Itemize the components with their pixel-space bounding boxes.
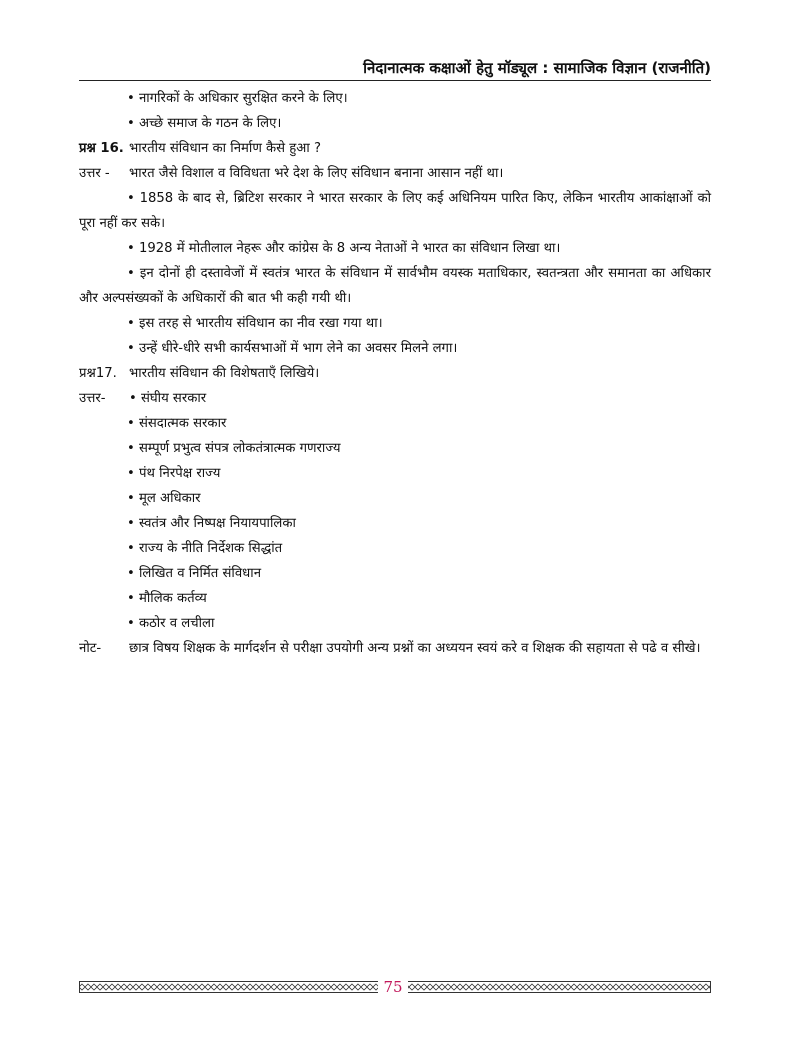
page-content	[79, 86, 711, 661]
note	[79, 636, 711, 661]
question-label: प्रश्न17.	[79, 366, 117, 381]
answer-paragraph: • इन दोनों ही दस्तावेजों में स्वतंत्र भारत के संविधान में सार्वभौम वयस्क मताधिकार, स्वतन्त्रता और समानता का अधिकार और अल्पसंख्यकों के अधिकारों की बात भी कही गयी थी।	[79, 266, 711, 306]
feature-item: • संसदात्मक सरकार	[127, 416, 227, 431]
answer-bullet: • उन्हें धीरे-धीरे सभी कार्यसभाओं में भाग लेने का अवसर मिलने लगा।	[127, 341, 458, 356]
answer-text: भारत जैसे विशाल व विविधता भरे देश के लिए संविधान बनाना आसान नहीं था।	[129, 166, 504, 181]
question-16	[79, 136, 711, 161]
bullet-line: • नागरिकों के अधिकार सुरक्षित करने के लिए।	[127, 91, 348, 106]
question-text: भारतीय संविधान की विशेषताएँ लिखिये।	[129, 366, 320, 381]
page-number: 75	[378, 976, 408, 998]
feature-item: • लिखित व निर्मित संविधान	[127, 566, 262, 581]
feature-item: • मौलिक कर्तव्य	[127, 591, 207, 606]
answer-bullet: • इस तरह से भारतीय संविधान का नीव रखा गया था।	[127, 316, 383, 331]
feature-item: • सम्पूर्ण प्रभुत्व संपत्र लोकतंत्रात्मक गणराज्य	[127, 441, 341, 456]
note-text: छात्र विषय शिक्षक के मार्गदर्शन से परीक्षा उपयोगी अन्य प्रश्नों का अध्ययन स्वयं करे व शिक्षक की सहायता से पढे व सीखे।	[129, 641, 701, 656]
answer-bullet: • 1928 में मोतीलाल नेहरू और कांग्रेस के 8 अन्य नेताओं ने भारत का संविधान लिखा था।	[127, 241, 561, 256]
feature-item: • स्वतंत्र और निष्पक्ष नियायपालिका	[127, 516, 296, 531]
header-rule	[79, 80, 711, 81]
running-header: निदानात्मक कक्षाओं हेतु मॉड्यूल : सामाजिक विज्ञान (राजनीति)	[363, 59, 711, 77]
question-label: प्रश्न 16.	[79, 141, 124, 156]
answer-paragraph: • 1858 के बाद से, ब्रिटिश सरकार ने भारत सरकार के लिए कई अधिनियम पारित किए, लेकिन भारतीय आकांक्षाओं को पूरा नहीं कर सके।	[79, 191, 711, 231]
answer-label: उत्तर -	[79, 166, 110, 181]
question-text: भारतीय संविधान का निर्माण कैसे हुआ ?	[129, 141, 321, 156]
answer-label: उत्तर-	[79, 391, 106, 406]
question-17	[79, 361, 711, 386]
answer-17-first-item	[79, 386, 711, 411]
feature-item: • राज्य के नीति निर्देशक सिद्धांत	[127, 541, 283, 556]
feature-item: • कठोर व लचीला	[127, 616, 215, 631]
note-label: नोट-	[79, 641, 102, 656]
feature-item: • संघीय सरकार	[129, 391, 207, 406]
feature-item: • मूल अधिकार	[127, 491, 201, 506]
answer-16-first-line	[79, 161, 711, 186]
feature-item: • पंथ निरपेक्ष राज्य	[127, 466, 221, 481]
bullet-line: • अच्छे समाज के गठन के लिए।	[127, 116, 282, 131]
